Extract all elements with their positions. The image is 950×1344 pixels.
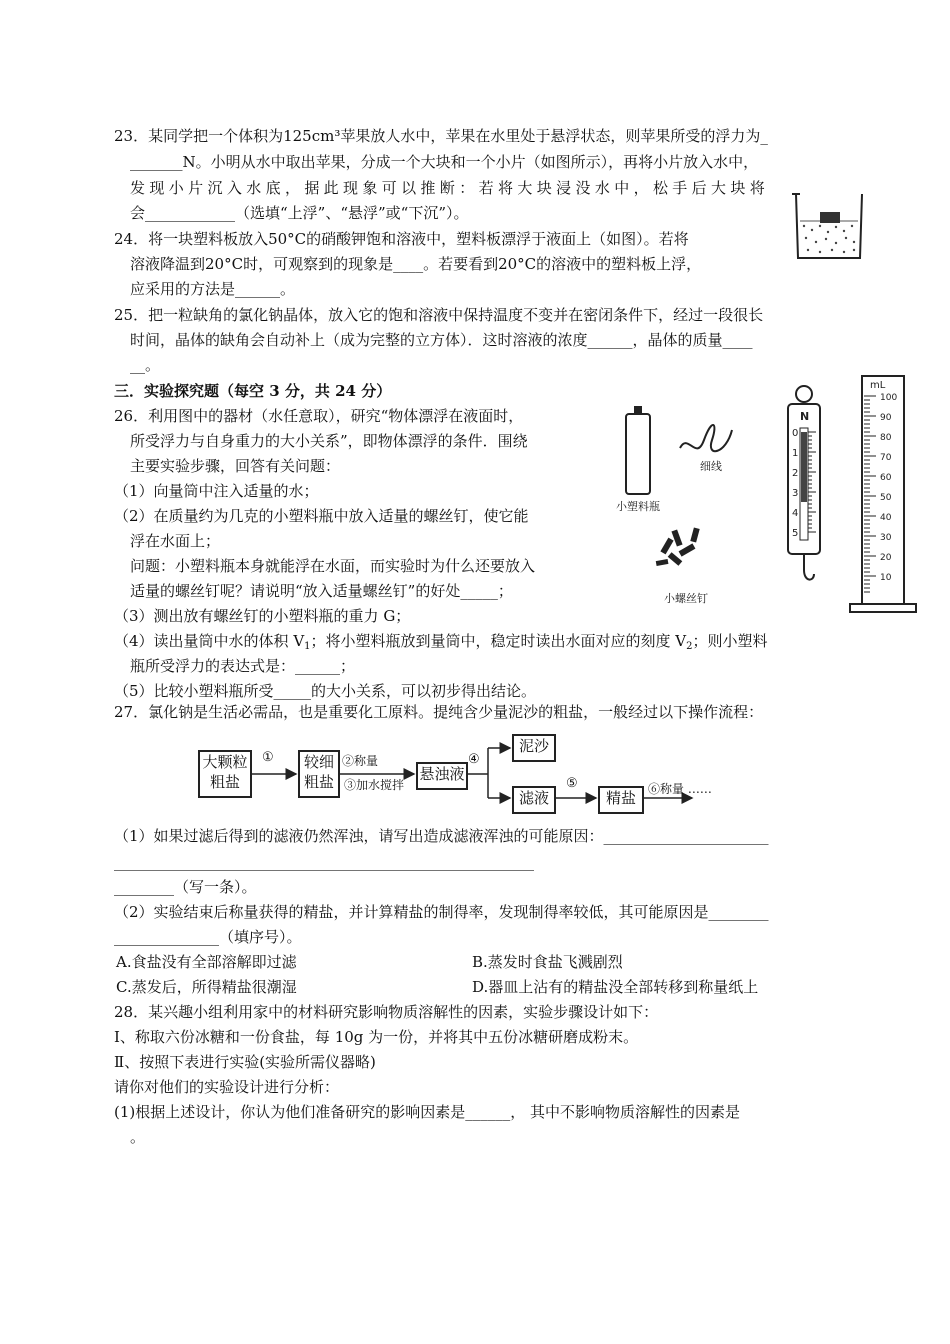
- q25-line2: 时间，晶体的缺角会自动补上（成为完整的立方体）．这时溶液的浓度______，晶体的质量____: [130, 331, 753, 349]
- section3-title: 三．实验探究题（每空 3 分，共 24 分）: [114, 382, 392, 400]
- plastic-bottle-icon: [626, 406, 650, 494]
- q26-line3: 主要实验步骤，回答有关问题：: [130, 457, 341, 475]
- q26-line2: 所受浮力与自身重力的大小关系”，即物体漂浮的条件．围绕: [130, 432, 528, 450]
- q24-line2: 溶液降温到20°C时，可观察到的现象是____。若要看到20°C的溶液中的塑料板上浮，: [130, 255, 702, 273]
- q26-step2d: 适量的螺丝钉呢？请说明“放入适量螺丝钉”的好处_____；: [130, 582, 513, 600]
- q27-option-d: D.器皿上沾有的精盐没全部转移到称量纸上: [472, 978, 759, 996]
- q24-line3: 应采用的方法是______。: [130, 280, 296, 298]
- q26-step1: （1）向量筒中注入适量的水；: [114, 482, 319, 500]
- beaker-figure: [790, 190, 870, 262]
- cylinder-scale-label: 90: [880, 413, 892, 423]
- flow-box-sediment: 泥沙: [512, 734, 556, 762]
- flow-step-6: ⑥称量 ……: [648, 782, 712, 796]
- q23-line1: 23．某同学把一个体积为125cm³苹果放人水中，苹果在水里处于悬浮状态，则苹果所受的浮力为_: [114, 127, 768, 145]
- q26-step4a: （4）读出量筒中水的体积 $V_1$；将小塑料瓶放到量筒中，稳定时读出水面对应的刻度 $V_2$；则小塑料: [114, 632, 768, 652]
- q28-line2: Ⅰ、称取六份冰糖和一份食盐，每 10g 为一份，并将其中五份冰糖研磨成粉末。: [114, 1028, 639, 1046]
- flow-box-coarse-salt: 大颗粒 粗盐: [198, 750, 252, 798]
- flow-box-filtrate: 滤液: [512, 786, 556, 814]
- q27-part1a: （1）如果过滤后得到的滤液仍然浑浊，请写出造成滤液浑浊的可能原因：______________________: [114, 827, 769, 845]
- cylinder-scale-label: 70: [880, 453, 892, 463]
- flow-box-refined-salt: 精盐: [598, 786, 644, 814]
- cylinder-scale-label: 100: [880, 393, 898, 403]
- q26-step2a: （2）在质量约为几克的小塑料瓶中放入适量的螺丝钉，使它能: [114, 507, 529, 525]
- q26-step2b: 浮在水面上；: [130, 532, 221, 550]
- flow-step-4: ④: [468, 752, 480, 767]
- q26-step5: （5）比较小塑料瓶所受_____的大小关系，可以初步得出结论。: [114, 682, 537, 700]
- cylinder-scale-label: 60: [880, 473, 892, 483]
- spring-scale-label: 4: [792, 508, 799, 519]
- cylinder-unit: mL: [870, 380, 886, 391]
- screws-label: 小螺丝钉: [664, 592, 708, 605]
- cylinder-scale-label: 10: [880, 573, 892, 583]
- cylinder-scale-label: 80: [880, 433, 892, 443]
- q24-line1: 24．将一块塑料板放入50°C的硝酸钾饱和溶液中，塑料板漂浮于液面上（如图）。若将: [114, 230, 689, 248]
- cylinder-scale-label: 30: [880, 533, 892, 543]
- q28-line5: (1)根据上述设计，你认为他们准备研究的影响因素是______， 其中不影响物质溶解性的因素是: [114, 1103, 741, 1121]
- q27-option-b: B.蒸发时食盐飞溅剧烈: [472, 953, 623, 971]
- cylinder-scale-label: 40: [880, 513, 892, 523]
- q27-option-a: A.食盐没有全部溶解即过滤: [116, 953, 297, 971]
- q27-part2b: ______________（填序号）。: [114, 928, 302, 946]
- q25-line3: __。: [130, 356, 161, 374]
- thread-label: 细线: [700, 460, 722, 473]
- q23-line2: _______N。小明从水中取出苹果，分成一个大块和一个小片（如图所示），再将小片放入水中，: [130, 153, 759, 171]
- spring-scale-unit: N: [800, 410, 810, 423]
- flow-step-1: ①: [262, 750, 274, 765]
- q28-line4: 请你对他们的实验设计进行分析：: [114, 1078, 340, 1096]
- q28-line1: 28．某兴趣小组利用家中的材料研究影响物质溶解性的因素，实验步骤设计如下：: [114, 1003, 659, 1021]
- q23-line4: 会____________（选填“上浮”、“悬浮”或“下沉”）。: [130, 204, 469, 222]
- q27-part1b: ________________________________________________________: [114, 853, 534, 871]
- spring-scale-label: 1: [792, 448, 799, 459]
- flow-step-3: ③加水搅拌: [344, 778, 405, 792]
- flow-box-fine-salt: 较细 粗盐: [298, 750, 340, 798]
- spring-scale-label: 2: [792, 468, 799, 479]
- plastic-board: [820, 212, 840, 223]
- screws-icon: [656, 527, 700, 566]
- flow-step-5: ⑤: [566, 776, 578, 791]
- spring-scale-label: 0: [792, 428, 799, 439]
- spring-scale-label: 5: [792, 528, 799, 539]
- q27-part1c: ________（写一条）。: [114, 878, 257, 896]
- q23-line3: 发 现 小 片 沉 入 水 底 ， 据 此 现 象 可 以 推 断 ： 若 将 大 块 浸 没 水 中 ， 松 手 后 大 块 将: [130, 179, 765, 197]
- q27-part2a: （2）实验结束后称量获得的精盐，并计算精盐的制得率，发现制得率较低，其可能原因是________: [114, 903, 769, 921]
- q27-line1: 27．氯化钠是生活必需品，也是重要化工原料。提纯含少量泥沙的粗盐，一般经过以下操作流程：: [114, 703, 764, 721]
- cylinder-scale-label: 20: [880, 553, 892, 563]
- flow-step-2: ②称量: [342, 754, 379, 768]
- q26-step2c: 问题：小塑料瓶本身就能浮在水面，而实验时为什么还要放入: [130, 557, 536, 575]
- q27-option-c: C.蒸发后，所得精盐很潮湿: [116, 978, 297, 996]
- thread-icon: [680, 425, 732, 451]
- equipment-figure: [608, 370, 920, 620]
- spring-scale-label: 3: [792, 488, 799, 499]
- q26-line1: 26．利用图中的器材（水任意取），研究“物体漂浮在液面时，: [114, 407, 524, 425]
- bottle-label: 小塑料瓶: [616, 500, 660, 513]
- purification-flowchart: [192, 728, 720, 808]
- q26-step3: （3）测出放有螺丝钉的小塑料瓶的重力 G；: [114, 607, 411, 625]
- q28-line3: Ⅱ、按照下表进行实验(实验所需仪器略): [114, 1053, 376, 1071]
- flow-box-suspension: 悬浊液: [416, 762, 468, 790]
- q25-line1: 25．把一粒缺角的氯化钠晶体，放入它的饱和溶液中保持温度不变并在密闭条件下，经过一段很长: [114, 306, 764, 324]
- q28-line6: 。: [130, 1128, 146, 1146]
- q26-step4b: 瓶所受浮力的表达式是：______；: [130, 657, 356, 675]
- cylinder-scale-label: 50: [880, 493, 892, 503]
